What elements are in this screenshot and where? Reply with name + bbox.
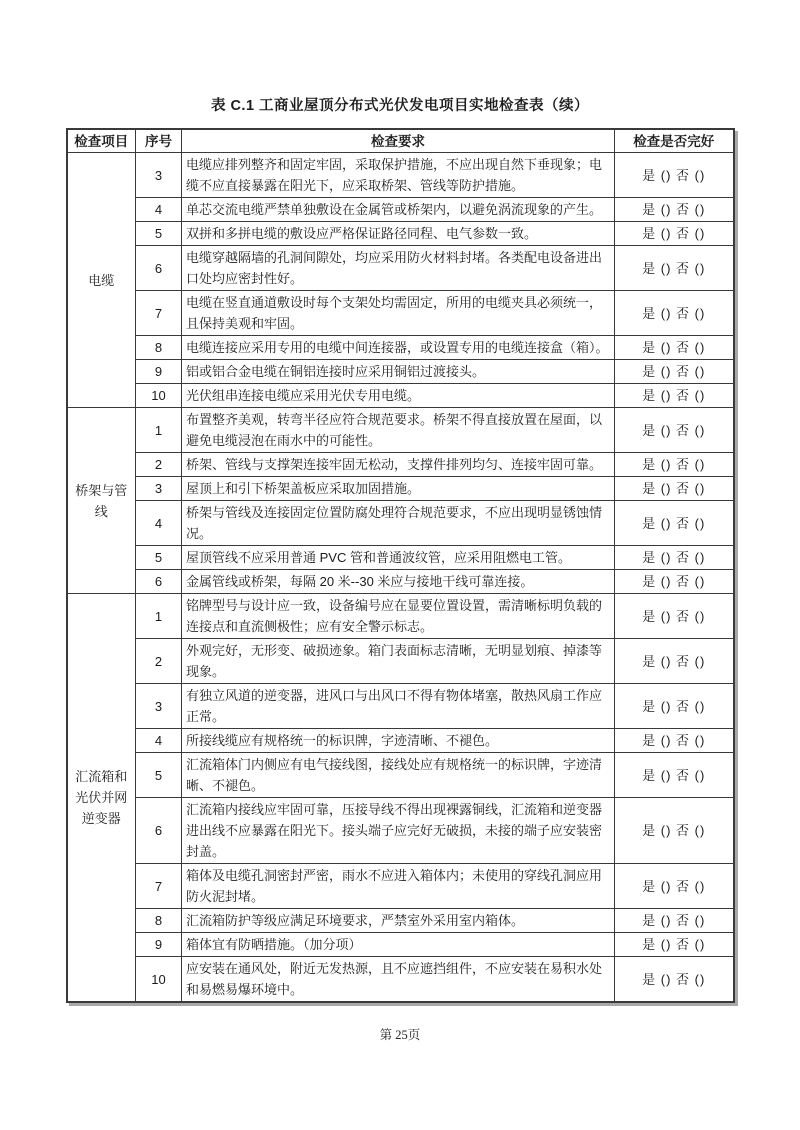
row-number: 10 xyxy=(136,384,182,408)
row-number: 4 xyxy=(136,198,182,222)
table-row xyxy=(67,933,734,957)
row-requirement: 电缆连接应采用专用的电缆中间连接器，或设置专用的电缆连接盒（箱）。 xyxy=(182,336,615,360)
row-status: 是 () 否 () xyxy=(615,594,734,639)
table-row xyxy=(67,909,734,933)
table-row xyxy=(67,729,734,753)
table-row xyxy=(67,753,734,798)
row-number: 9 xyxy=(136,933,182,957)
table-row xyxy=(67,198,734,222)
row-number: 10 xyxy=(136,957,182,1003)
row-status: 是 () 否 () xyxy=(615,501,734,546)
table-row xyxy=(67,957,734,1003)
table-row xyxy=(67,570,734,594)
row-requirement: 双拼和多拼电缆的敷设应严格保证路径同程、电气参数一致。 xyxy=(182,222,615,246)
row-requirement: 桥架、管线与支撑架连接牢固无松动，支撑件排列均匀、连接牢固可靠。 xyxy=(182,453,615,477)
row-requirement: 电缆应排列整齐和固定牢固，采取保护措施，不应出现自然下垂现象；电缆不应直接暴露在阳光下，应采取桥架、管线等防护措施。 xyxy=(182,153,615,198)
table-row xyxy=(67,153,734,198)
row-status: 是 () 否 () xyxy=(615,546,734,570)
row-number: 3 xyxy=(136,684,182,729)
row-number: 5 xyxy=(136,546,182,570)
row-requirement: 铝或铝合金电缆在铜铝连接时应采用铜铝过渡接头。 xyxy=(182,360,615,384)
row-number: 3 xyxy=(136,153,182,198)
row-number: 4 xyxy=(136,501,182,546)
row-requirement: 电缆在竖直通道敷设时每个支架处均需固定，所用的电缆夹具必须统一，且保持美观和牢固。 xyxy=(182,291,615,336)
row-requirement: 光伏组串连接电缆应采用光伏专用电缆。 xyxy=(182,384,615,408)
header-status: 检查是否完好 xyxy=(615,129,734,153)
row-number: 6 xyxy=(136,246,182,291)
row-status: 是 () 否 () xyxy=(615,336,734,360)
row-number: 6 xyxy=(136,798,182,864)
row-requirement: 金属管线或桥架，每隔 20 米--30 米应与接地干线可靠连接。 xyxy=(182,570,615,594)
table-row xyxy=(67,864,734,909)
group-item-combiner-inverter: 汇流箱和光伏并网逆变器 xyxy=(67,594,136,1003)
table-row xyxy=(67,360,734,384)
row-status: 是 () 否 () xyxy=(615,222,734,246)
row-number: 6 xyxy=(136,570,182,594)
row-requirement: 有独立风道的逆变器，进风口与出风口不得有物体堵塞，散热风扇工作应正常。 xyxy=(182,684,615,729)
row-number: 5 xyxy=(136,753,182,798)
row-status: 是 () 否 () xyxy=(615,384,734,408)
row-number: 7 xyxy=(136,291,182,336)
header-requirement: 检查要求 xyxy=(182,129,615,153)
row-status: 是 () 否 () xyxy=(615,753,734,798)
table-row xyxy=(67,684,734,729)
inspection-table xyxy=(66,128,735,1003)
row-number: 8 xyxy=(136,336,182,360)
row-status: 是 () 否 () xyxy=(615,684,734,729)
row-status: 是 () 否 () xyxy=(615,909,734,933)
table-row xyxy=(67,291,734,336)
row-requirement: 布置整齐美观，转弯半径应符合规范要求。桥架不得直接放置在屋面，以避免电缆浸泡在雨水中的可能性。 xyxy=(182,408,615,453)
table-row xyxy=(67,246,734,291)
row-number: 1 xyxy=(136,594,182,639)
row-status: 是 () 否 () xyxy=(615,639,734,684)
table-row xyxy=(67,453,734,477)
row-status: 是 () 否 () xyxy=(615,153,734,198)
row-requirement: 汇流箱体门内侧应有电气接线图，接线处应有规格统一的标识牌，字迹清晰、不褪色。 xyxy=(182,753,615,798)
row-status: 是 () 否 () xyxy=(615,957,734,1003)
row-requirement: 电缆穿越隔墙的孔洞间隙处，均应采用防火材料封堵。各类配电设备进出口处均应密封性好。 xyxy=(182,246,615,291)
table-row xyxy=(67,639,734,684)
group-item-tray-pipeline: 桥架与管线 xyxy=(67,408,136,594)
row-requirement: 桥架与管线及连接固定位置防腐处理符合规范要求，不应出现明显锈蚀情况。 xyxy=(182,501,615,546)
row-status: 是 () 否 () xyxy=(615,198,734,222)
row-requirement: 屋顶上和引下桥架盖板应采取加固措施。 xyxy=(182,477,615,501)
table-row xyxy=(67,222,734,246)
row-number: 1 xyxy=(136,408,182,453)
page-number: 第 25页 xyxy=(379,1028,421,1042)
row-requirement: 箱体及电缆孔洞密封严密，雨水不应进入箱体内；未使用的穿线孔洞应用防火泥封堵。 xyxy=(182,864,615,909)
table-row xyxy=(67,798,734,864)
row-requirement: 应安装在通风处，附近无发热源，且不应遮挡组件，不应安装在易积水处和易燃易爆环境中。 xyxy=(182,957,615,1003)
row-status: 是 () 否 () xyxy=(615,864,734,909)
row-requirement: 汇流箱内接线应牢固可靠，压接导线不得出现裸露铜线，汇流箱和逆变器进出线不应暴露在阳光下。接头端子应完好无破损，未接的端子应安装密封盖。 xyxy=(182,798,615,864)
row-requirement: 汇流箱防护等级应满足环境要求，严禁室外采用室内箱体。 xyxy=(182,909,615,933)
row-number: 4 xyxy=(136,729,182,753)
row-status: 是 () 否 () xyxy=(615,291,734,336)
row-status: 是 () 否 () xyxy=(615,798,734,864)
row-number: 3 xyxy=(136,477,182,501)
row-requirement: 外观完好，无形变、破损迹象。箱门表面标志清晰，无明显划痕、掉漆等现象。 xyxy=(182,639,615,684)
row-number: 2 xyxy=(136,453,182,477)
header-number: 序号 xyxy=(136,129,182,153)
header-row xyxy=(67,129,734,153)
table-row xyxy=(67,477,734,501)
row-status: 是 () 否 () xyxy=(615,570,734,594)
row-number: 2 xyxy=(136,639,182,684)
table-row xyxy=(67,546,734,570)
row-requirement: 铭牌型号与设计应一致，设备编号应在显要位置设置，需清晰标明负载的连接点和直流侧极性；应有安全警示标志。 xyxy=(182,594,615,639)
table-row xyxy=(67,408,734,453)
row-status: 是 () 否 () xyxy=(615,408,734,453)
row-status: 是 () 否 () xyxy=(615,360,734,384)
row-number: 5 xyxy=(136,222,182,246)
row-number: 9 xyxy=(136,360,182,384)
page-title: 表 C.1 工商业屋顶分布式光伏发电项目实地检查表（续） xyxy=(210,98,590,114)
row-status: 是 () 否 () xyxy=(615,729,734,753)
row-requirement: 箱体宜有防晒措施。（加分项） xyxy=(182,933,615,957)
table-row xyxy=(67,501,734,546)
row-requirement: 所接线缆应有规格统一的标识牌，字迹清晰、不褪色。 xyxy=(182,729,615,753)
row-status: 是 () 否 () xyxy=(615,477,734,501)
row-status: 是 () 否 () xyxy=(615,453,734,477)
table-row xyxy=(67,594,734,639)
row-status: 是 () 否 () xyxy=(615,246,734,291)
row-number: 8 xyxy=(136,909,182,933)
row-number: 7 xyxy=(136,864,182,909)
row-status: 是 () 否 () xyxy=(615,933,734,957)
group-item-cable: 电缆 xyxy=(67,153,136,408)
header-item: 检查项目 xyxy=(67,129,136,153)
row-requirement: 屋顶管线不应采用普通 PVC 管和普通波纹管，应采用阻燃电工管。 xyxy=(182,546,615,570)
table-row xyxy=(67,336,734,360)
table-row xyxy=(67,384,734,408)
row-requirement: 单芯交流电缆严禁单独敷设在金属管或桥架内，以避免涡流现象的产生。 xyxy=(182,198,615,222)
